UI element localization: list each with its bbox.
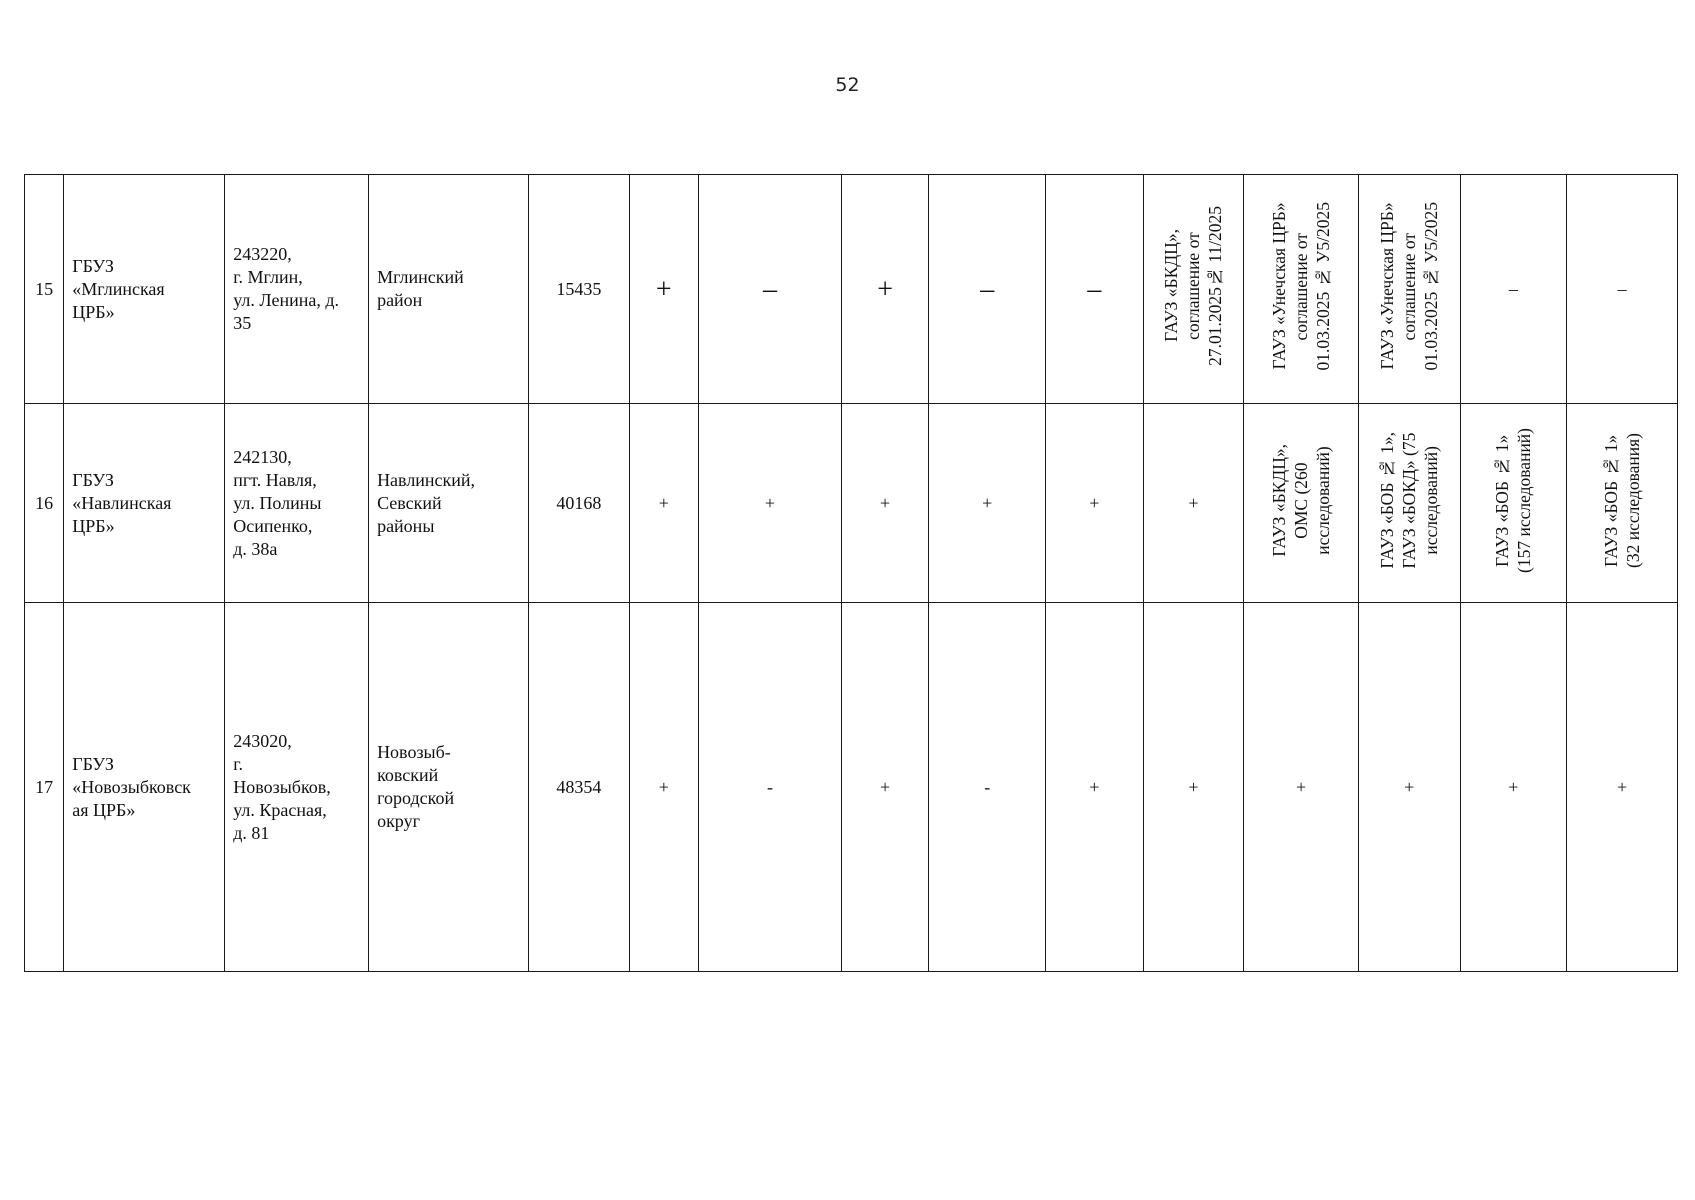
agreement-text: ГАУЗ «БОБ № 1» (157 исследований) — [1492, 427, 1535, 573]
table-row — [25, 175, 1678, 404]
mark-cell: + — [1358, 603, 1460, 972]
row-number: 15 — [25, 175, 64, 404]
mark-cell: – — [1046, 175, 1144, 404]
mark-cell: + — [629, 404, 698, 603]
page-number: 52 — [835, 74, 860, 96]
agreement-cell — [1244, 175, 1359, 404]
mark-cell: + — [841, 175, 929, 404]
mark-cell: – — [929, 175, 1046, 404]
mark-cell: + — [699, 404, 842, 603]
agreement-text: ГАУЗ «Унечская ЦРБ» соглашение от 01.03.2025 № У5/2025 — [1377, 201, 1442, 371]
table-row — [25, 404, 1678, 603]
mark-cell: + — [929, 404, 1046, 603]
facilities-table — [24, 174, 1678, 972]
organization-name: ГБУЗ «Навлинская ЦРБ» — [64, 404, 225, 603]
service-area: Навлинский, Севский районы — [369, 404, 529, 603]
organization-address: 243020, г. Новозыбков, ул. Красная, д. 81 — [225, 603, 369, 972]
mark-cell: + — [1046, 404, 1144, 603]
mark-cell: – — [1567, 175, 1678, 404]
agreement-cell — [1143, 175, 1244, 404]
agreement-text: ГАУЗ «БОБ № 1» (32 исследования) — [1601, 432, 1644, 568]
mark-cell: + — [841, 603, 929, 972]
mark-cell: + — [1567, 603, 1678, 972]
row-number: 16 — [25, 404, 64, 603]
mark-cell: + — [1143, 404, 1244, 603]
mark-cell: + — [629, 175, 698, 404]
mark-cell: - — [929, 603, 1046, 972]
organization-name: ГБУЗ «Мглинская ЦРБ» — [64, 175, 225, 404]
organization-address: 242130, пгт. Навля, ул. Полины Осипенко, д. 38а — [225, 404, 369, 603]
agreement-cell — [1460, 404, 1567, 603]
population-value: 48354 — [529, 603, 630, 972]
mark-cell: + — [629, 603, 698, 972]
agreement-text: ГАУЗ «БОБ № 1», ГАУЗ «БОКД» (75 исследований) — [1377, 431, 1442, 569]
service-area: Мглинский район — [369, 175, 529, 404]
mark-cell: + — [1143, 603, 1244, 972]
row-number: 17 — [25, 603, 64, 972]
organization-name: ГБУЗ «Новозыбковск ая ЦРБ» — [64, 603, 225, 972]
mark-cell: + — [1460, 603, 1567, 972]
mark-cell: + — [1046, 603, 1144, 972]
mark-cell: + — [841, 404, 929, 603]
agreement-text: ГАУЗ «БКДЦ», ОМС (260 исследований) — [1269, 443, 1334, 557]
mark-cell: + — [1244, 603, 1359, 972]
mark-cell: – — [699, 175, 842, 404]
population-value: 40168 — [529, 404, 630, 603]
agreement-cell — [1358, 175, 1460, 404]
agreement-cell — [1244, 404, 1359, 603]
organization-address: 243220, г. Мглин, ул. Ленина, д. 35 — [225, 175, 369, 404]
population-value: 15435 — [529, 175, 630, 404]
agreement-text: ГАУЗ «БКДЦ», соглашение от 27.01.2025№ 11/2025 — [1161, 206, 1226, 366]
agreement-cell — [1567, 404, 1678, 603]
mark-cell: - — [699, 603, 842, 972]
mark-cell: – — [1460, 175, 1567, 404]
table-row — [25, 603, 1678, 972]
service-area: Новозыб- ковский городской округ — [369, 603, 529, 972]
agreement-cell — [1358, 404, 1460, 603]
agreement-text: ГАУЗ «Унечская ЦРБ» соглашение от 01.03.2025 № У5/2025 — [1269, 201, 1334, 371]
